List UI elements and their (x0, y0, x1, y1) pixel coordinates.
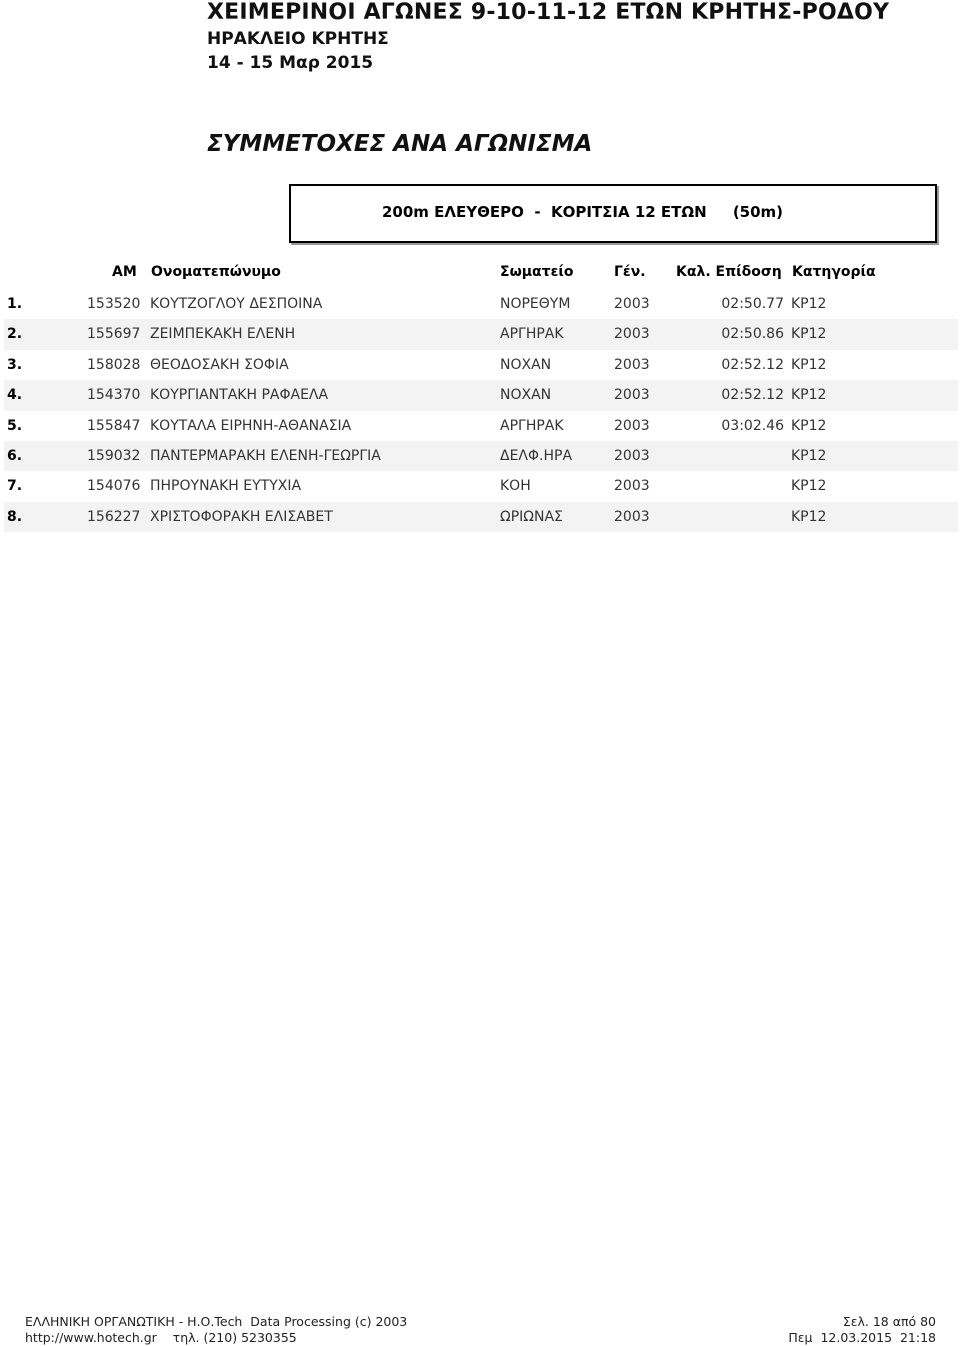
table-row (4, 319, 958, 349)
category: ΚΡ12 (791, 508, 827, 525)
athlete-name: ΧΡΙΣΤΟΦΟΡΑΚΗ ΕΛΙΣΑΒΕΤ (150, 508, 333, 525)
table-row (4, 380, 958, 410)
category: ΚΡ12 (791, 296, 827, 312)
entry-time: 02:50.77 (721, 296, 784, 312)
category: ΚΡ12 (791, 387, 827, 404)
category: ΚΡ12 (791, 417, 827, 434)
entries-table (4, 289, 958, 532)
section-title: ΣΥΜΜΕΤΟΧΕΣ ΑΝΑ ΑΓΩΝΙΣΜΑ (207, 131, 593, 157)
category: ΚΡ12 (791, 478, 827, 495)
rank: 2. (7, 326, 23, 343)
event-title: 200m ΕΛΕΥΘΕΡΟ - ΚΟΡΙΤΣΙΑ 12 ΕΤΩΝ (50m) (382, 203, 784, 221)
meet-title: ΧΕΙΜΕΡΙΝΟΙ ΑΓΩΝΕΣ 9-10-11-12 ΕΤΩΝ ΚΡΗΤΗΣ-ΡΟΔΟΥ (207, 0, 890, 25)
birth-year: 2003 (614, 356, 650, 373)
rank: 6. (7, 447, 23, 464)
athlete-name: ΠΑΝΤΕΡΜΑΡΑΚΗ ΕΛΕΝΗ-ΓΕΩΡΓΙΑ (150, 447, 381, 464)
athlete-id: 155697 (87, 326, 141, 343)
entry-time: 03:02.46 (721, 417, 784, 434)
club: ΝΟΡΕΘΥΜ (500, 296, 571, 312)
rank: 5. (7, 417, 23, 434)
table-row (4, 441, 958, 471)
entry-time: 02:52.12 (721, 387, 784, 404)
athlete-id: 155847 (87, 417, 141, 434)
rank: 3. (7, 356, 23, 373)
athlete-id: 153520 (87, 296, 141, 312)
athlete-id: 154076 (87, 478, 141, 495)
birth-year: 2003 (614, 387, 650, 404)
athlete-name: ΚΟΥΤΖΟΓΛΟΥ ΔΕΣΠΟΙΝΑ (150, 296, 323, 312)
athlete-name: ΖΕΙΜΠΕΚΑΚΗ ΕΛΕΝΗ (150, 326, 296, 343)
club: ΝΟΧΑΝ (500, 356, 552, 373)
footer-page-number: Σελ. 18 από 80 (842, 1314, 936, 1329)
column-header-club: Σωματείο (500, 264, 574, 280)
rank: 8. (7, 508, 23, 525)
club: ΚΟΗ (500, 478, 531, 495)
category: ΚΡ12 (791, 447, 827, 464)
birth-year: 2003 (614, 478, 650, 495)
club: ΑΡΓΗΡΑΚ (500, 326, 564, 343)
rank: 1. (7, 296, 23, 312)
club: ΔΕΛΦ.ΗΡΑ (500, 447, 573, 464)
athlete-id: 158028 (87, 356, 141, 373)
table-row (4, 471, 958, 501)
column-header-category: Κατηγορία (792, 264, 876, 280)
column-header-am: ΑΜ (112, 264, 137, 280)
athlete-id: 159032 (87, 447, 141, 464)
entry-time: 02:52.12 (721, 356, 784, 373)
table-row (4, 350, 958, 380)
meet-location: ΗΡΑΚΛΕΙΟ ΚΡΗΤΗΣ (207, 29, 389, 49)
footer-timestamp: Πεμ 12.03.2015 21:18 (788, 1330, 936, 1345)
birth-year: 2003 (614, 508, 650, 525)
birth-year: 2003 (614, 326, 650, 343)
athlete-name: ΠΗΡΟΥΝΑΚΗ ΕΥΤΥΧΙΑ (150, 478, 302, 495)
entry-time: 02:50.86 (721, 326, 784, 343)
rank: 7. (7, 478, 23, 495)
event-box (289, 184, 937, 243)
club: ΝΟΧΑΝ (500, 387, 552, 404)
athlete-name: ΚΟΥΤΑΛΑ ΕΙΡΗΝΗ-ΑΘΑΝΑΣΙΑ (150, 417, 352, 434)
birth-year: 2003 (614, 296, 650, 312)
category: ΚΡ12 (791, 326, 827, 343)
table-row (4, 289, 958, 319)
birth-year: 2003 (614, 417, 650, 434)
table-row (4, 411, 958, 441)
birth-year: 2003 (614, 447, 650, 464)
footer-company: ΕΛΛΗΝΙΚΗ ΟΡΓΑΝΩΤΙΚΗ - Η.Ο.Tech Data Processing (c) 2003 (25, 1314, 408, 1329)
athlete-name: ΚΟΥΡΓΙΑΝΤΑΚΗ ΡΑΦΑΕΛΑ (150, 387, 329, 404)
column-header-entry-time: Καλ. Επίδοση (676, 264, 782, 280)
footer-contact: http://www.hotech.gr τηλ. (210) 5230355 (25, 1330, 297, 1345)
category: ΚΡ12 (791, 356, 827, 373)
column-header-name: Ονοματεπώνυμο (151, 264, 281, 280)
table-row (4, 502, 958, 532)
athlete-id: 156227 (87, 508, 141, 525)
athlete-name: ΘΕΟΔΟΣΑΚΗ ΣΟΦΙΑ (150, 356, 289, 373)
club: ΩΡΙΩΝΑΣ (500, 508, 563, 525)
athlete-id: 154370 (87, 387, 141, 404)
club: ΑΡΓΗΡΑΚ (500, 417, 564, 434)
rank: 4. (7, 387, 23, 404)
column-header-year: Γέν. (614, 264, 646, 280)
meet-date: 14 - 15 Μαρ 2015 (207, 53, 374, 73)
